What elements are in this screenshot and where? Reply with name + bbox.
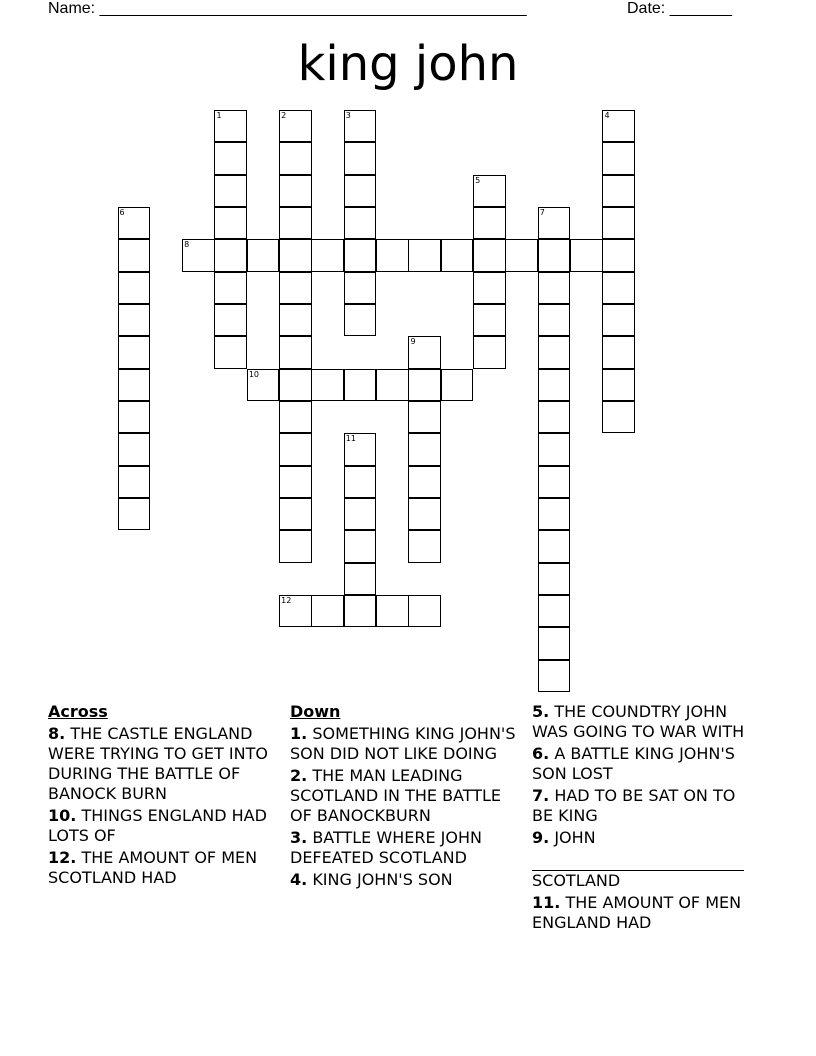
clue-number: 11: [345, 434, 356, 444]
grid-cell[interactable]: [538, 627, 570, 659]
grid-cell[interactable]: [441, 239, 473, 271]
grid-cell[interactable]: [538, 660, 570, 692]
clue-across-8: 8. THE CASTLE ENGLAND WERE TRYING TO GET INTO DURING THE BATTLE OF BANOCK BURN: [48, 724, 268, 803]
grid-cell[interactable]: [214, 304, 246, 336]
clue-down-11: 11. THE AMOUNT OF MEN ENGLAND HAD: [532, 893, 742, 932]
grid-cell[interactable]: [505, 239, 537, 271]
clue-down-9: 9. JOHN SCOTLAND: [532, 828, 756, 891]
grid-cell[interactable]: [118, 498, 150, 530]
grid-cell[interactable]: [344, 207, 376, 239]
grid-cell[interactable]: [538, 498, 570, 530]
grid-cell[interactable]: [118, 336, 150, 368]
grid-cell[interactable]: [279, 304, 311, 336]
clue-down-5: 5. THE COUNDTRY JOHN WAS GOING TO WAR WITH: [532, 702, 745, 741]
grid-cell[interactable]: [376, 239, 408, 271]
grid-cell[interactable]: [279, 239, 311, 271]
grid-cell[interactable]: [279, 595, 311, 627]
grid-cell[interactable]: [473, 304, 505, 336]
clue-down-7: 7. HAD TO BE SAT ON TO BE KING: [532, 786, 736, 825]
grid-cell[interactable]: [118, 304, 150, 336]
clue-down-1: 1. SOMETHING KING JOHN'S SON DID NOT LIKE DOING: [290, 724, 516, 763]
grid-cell[interactable]: [279, 336, 311, 368]
clue-down-2: 2. THE MAN LEADING SCOTLAND IN THE BATTLE OF BANOCKBURN: [290, 766, 502, 825]
grid-cell[interactable]: [344, 175, 376, 207]
clue-number: 7: [539, 207, 545, 217]
grid-cell[interactable]: [214, 110, 246, 142]
clue-number: 2: [281, 111, 287, 120]
grid-cell[interactable]: [344, 110, 376, 142]
grid-cell[interactable]: [408, 466, 440, 498]
grid-cell[interactable]: [538, 563, 570, 595]
grid-cell[interactable]: [344, 272, 376, 304]
clue-number: 8: [184, 240, 190, 250]
grid-cell[interactable]: [279, 401, 311, 433]
grid-cell[interactable]: [247, 239, 279, 271]
grid-cell[interactable]: [538, 336, 570, 368]
grid-cell[interactable]: [408, 369, 440, 401]
grid-cell[interactable]: [311, 369, 343, 401]
grid-cell[interactable]: [602, 142, 634, 174]
grid-cell[interactable]: [279, 498, 311, 530]
clue-down-4: 4. KING JOHN'S SON: [290, 870, 453, 889]
grid-cell[interactable]: [602, 304, 634, 336]
grid-cell[interactable]: [408, 498, 440, 530]
grid-cell[interactable]: [408, 433, 440, 465]
grid-cell[interactable]: [182, 239, 214, 271]
grid-cell[interactable]: [602, 272, 634, 304]
clue-number: 6: [119, 207, 125, 217]
grid-cell[interactable]: [408, 239, 440, 271]
grid-cell[interactable]: [279, 110, 311, 142]
name-label: Name:: [48, 0, 96, 17]
clue-number: 3: [345, 111, 351, 120]
clue-across-10: 10. THINGS ENGLAND HAD LOTS OF: [48, 806, 267, 845]
clue-number: 9: [410, 337, 416, 347]
grid-cell[interactable]: [344, 595, 376, 627]
clue-number: 1: [216, 111, 222, 120]
date-field[interactable]: _______: [669, 0, 732, 17]
grid-cell[interactable]: [538, 530, 570, 562]
grid-cell[interactable]: [408, 336, 440, 368]
grid-cell[interactable]: [344, 142, 376, 174]
grid-cell[interactable]: [602, 175, 634, 207]
grid-cell[interactable]: [538, 401, 570, 433]
grid-cell[interactable]: [118, 401, 150, 433]
grid-cell[interactable]: [279, 272, 311, 304]
grid-cell[interactable]: [602, 207, 634, 239]
grid-cell[interactable]: [214, 336, 246, 368]
grid-cell[interactable]: [214, 142, 246, 174]
grid-cell[interactable]: [279, 142, 311, 174]
grid-cell[interactable]: [473, 336, 505, 368]
down-clues-col2: [532, 702, 756, 935]
across-clues: [48, 702, 284, 890]
grid-cell[interactable]: [344, 433, 376, 465]
grid-cell[interactable]: [118, 369, 150, 401]
grid-cell[interactable]: [344, 304, 376, 336]
grid-cell[interactable]: [344, 369, 376, 401]
grid-cell[interactable]: [344, 466, 376, 498]
grid-cell[interactable]: [538, 272, 570, 304]
grid-cell[interactable]: [408, 595, 440, 627]
grid-cell[interactable]: [279, 175, 311, 207]
grid-cell[interactable]: [538, 595, 570, 627]
clue-blank-line: [532, 848, 744, 871]
grid-cell[interactable]: [247, 369, 279, 401]
clue-down-3: 3. BATTLE WHERE JOHN DEFEATED SCOTLAND: [290, 828, 482, 867]
grid-cell[interactable]: [311, 595, 343, 627]
clue-number: 10: [248, 369, 259, 379]
grid-cell[interactable]: [118, 239, 150, 271]
grid-cell[interactable]: [538, 239, 570, 271]
date-label: Date:: [627, 0, 666, 17]
page-title: king john: [297, 36, 519, 92]
grid-cell[interactable]: [538, 304, 570, 336]
grid-cell[interactable]: [473, 175, 505, 207]
grid-cell[interactable]: [602, 110, 634, 142]
grid-cell[interactable]: [408, 401, 440, 433]
grid-cell[interactable]: [214, 207, 246, 239]
grid-cell[interactable]: [441, 369, 473, 401]
grid-cell[interactable]: [538, 466, 570, 498]
grid-cell[interactable]: [279, 207, 311, 239]
clue-down-6: 6. A BATTLE KING JOHN'S SON LOST: [532, 744, 735, 783]
grid-cell[interactable]: [602, 336, 634, 368]
grid-cell[interactable]: [279, 369, 311, 401]
grid-cell[interactable]: [473, 272, 505, 304]
grid-cell[interactable]: [214, 175, 246, 207]
grid-cell[interactable]: [602, 401, 634, 433]
clue-number: 4: [604, 111, 610, 120]
grid-cell[interactable]: [602, 239, 634, 271]
grid-cell[interactable]: [408, 530, 440, 562]
grid-cell[interactable]: [344, 498, 376, 530]
down-heading: Down: [290, 702, 341, 721]
grid-cell[interactable]: [538, 369, 570, 401]
name-field[interactable]: ________________________________________________: [99, 0, 527, 17]
grid-cell[interactable]: [279, 433, 311, 465]
grid-cell[interactable]: [602, 369, 634, 401]
grid-cell[interactable]: [538, 433, 570, 465]
grid-cell[interactable]: [214, 239, 246, 271]
grid-cell[interactable]: [473, 207, 505, 239]
down-clues-col1: [290, 702, 526, 892]
grid-cell[interactable]: [118, 207, 150, 239]
grid-cell[interactable]: [376, 595, 408, 627]
grid-cell[interactable]: [118, 433, 150, 465]
clue-number: 12: [281, 595, 292, 605]
clue-number: 5: [475, 175, 481, 185]
grid-cell[interactable]: [311, 239, 343, 271]
grid-cell[interactable]: [344, 239, 376, 271]
grid-cell[interactable]: [344, 563, 376, 595]
grid-cell[interactable]: [473, 239, 505, 271]
grid-cell[interactable]: [279, 466, 311, 498]
grid-cell[interactable]: [118, 466, 150, 498]
grid-cell[interactable]: [344, 530, 376, 562]
grid-cell[interactable]: [570, 239, 602, 271]
grid-cell[interactable]: [538, 207, 570, 239]
grid-cell[interactable]: [118, 272, 150, 304]
clue-across-12: 12. THE AMOUNT OF MEN SCOTLAND HAD: [48, 848, 258, 887]
across-heading: Across: [48, 702, 108, 721]
grid-cell[interactable]: [279, 530, 311, 562]
grid-cell[interactable]: [376, 369, 408, 401]
grid-cell[interactable]: [214, 272, 246, 304]
